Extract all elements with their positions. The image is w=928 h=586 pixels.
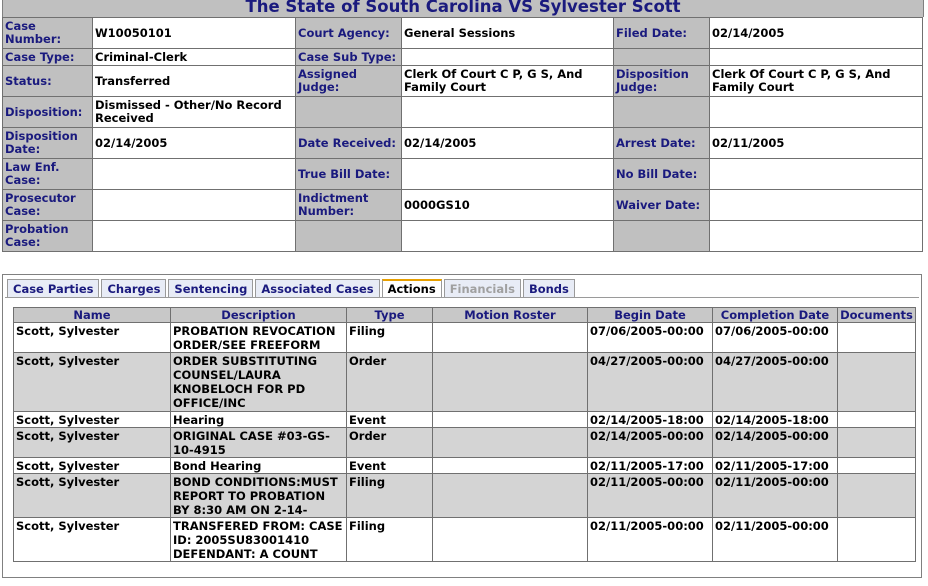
tab-actions[interactable]: Actions <box>382 279 442 298</box>
case-number-value: W10050101 <box>93 18 296 49</box>
cell-motion-roster <box>433 323 588 353</box>
cell-begin-date: 02/11/2005-00:00 <box>588 474 713 518</box>
case-info-table <box>2 17 923 252</box>
assigned-judge-label: Assigned Judge: <box>296 66 402 97</box>
case-sub-type-label: Case Sub Type: <box>296 49 402 66</box>
table-row <box>14 353 916 412</box>
cell-motion-roster <box>433 474 588 518</box>
court-agency-label: Court Agency: <box>296 18 402 49</box>
column-header-motion-roster: Motion Roster <box>433 308 588 323</box>
cell-description: ORDER SUBSTITUTING COUNSEL/LAURA KNOBELOCH FOR PD OFFICE/INC <box>171 353 347 412</box>
no-bill-date-value <box>710 159 923 190</box>
table-row <box>14 323 916 353</box>
cell-begin-date: 02/11/2005-00:00 <box>588 518 713 562</box>
tab-bonds[interactable]: Bonds <box>523 279 575 297</box>
cell-begin-date: 02/11/2005-17:00 <box>588 458 713 474</box>
cell-name: Scott, Sylvester <box>14 428 171 458</box>
case-info-row <box>3 159 923 190</box>
cell-type: Event <box>347 412 433 428</box>
cell-type: Order <box>347 353 433 412</box>
cell-name: Scott, Sylvester <box>14 353 171 412</box>
cell-name: Scott, Sylvester <box>14 474 171 518</box>
indictment-number-label: Indictment Number: <box>296 190 402 221</box>
table-row <box>14 474 916 518</box>
cell-documents <box>838 428 916 458</box>
tab-associated-cases[interactable]: Associated Cases <box>255 279 379 297</box>
cell-description: BOND CONDITIONS:MUST REPORT TO PROBATION BY 8:30 AM ON 2-14- <box>171 474 347 518</box>
assigned-judge-value: Clerk Of Court C P, G S, And Family Court <box>402 66 614 97</box>
true-bill-date-label: True Bill Date: <box>296 159 402 190</box>
status-value: Transferred <box>93 66 296 97</box>
cell-documents <box>838 474 916 518</box>
cell-description: Bond Hearing <box>171 458 347 474</box>
cell-begin-date: 07/06/2005-00:00 <box>588 323 713 353</box>
case-type-value: Criminal-Clerk <box>93 49 296 66</box>
disposition-judge-value: Clerk Of Court C P, G S, And Family Court <box>710 66 923 97</box>
disposition-date-value: 02/14/2005 <box>93 128 296 159</box>
column-header-description: Description <box>171 308 347 323</box>
cell-completion-date: 02/14/2005-18:00 <box>713 412 838 428</box>
table-row <box>14 428 916 458</box>
empty-value-cell <box>402 221 614 252</box>
empty-label-cell <box>614 221 710 252</box>
cell-type: Filing <box>347 323 433 353</box>
cell-completion-date: 07/06/2005-00:00 <box>713 323 838 353</box>
case-details-panel <box>2 274 922 578</box>
cell-completion-date: 02/14/2005-00:00 <box>713 428 838 458</box>
disposition-judge-label: Disposition Judge: <box>614 66 710 97</box>
cell-completion-date: 02/11/2005-00:00 <box>713 474 838 518</box>
true-bill-date-value <box>402 159 614 190</box>
disposition-date-label: Disposition Date: <box>3 128 93 159</box>
case-info-row <box>3 66 923 97</box>
cell-documents <box>838 412 916 428</box>
prosecutor-case-label: Prosecutor Case: <box>3 190 93 221</box>
disposition-label: Disposition: <box>3 97 93 128</box>
cell-motion-roster <box>433 458 588 474</box>
filed-date-value: 02/14/2005 <box>710 18 923 49</box>
cell-completion-date: 02/11/2005-00:00 <box>713 518 838 562</box>
case-type-label: Case Type: <box>3 49 93 66</box>
column-header-begin-date: Begin Date <box>588 308 713 323</box>
cell-documents <box>838 458 916 474</box>
waiver-date-value <box>710 190 923 221</box>
empty-label-cell <box>296 221 402 252</box>
case-info-row <box>3 221 923 252</box>
actions-header-row <box>14 308 916 323</box>
page-title: The State of South Carolina VS Sylvester Scott <box>245 0 681 16</box>
cell-type: Filing <box>347 474 433 518</box>
empty-label-cell <box>614 49 710 66</box>
disposition-value: Dismissed - Other/No Record Received <box>93 97 296 128</box>
case-info-row <box>3 97 923 128</box>
cell-motion-roster <box>433 353 588 412</box>
actions-table <box>13 307 916 562</box>
probation-case-label: Probation Case: <box>3 221 93 252</box>
indictment-number-value: 0000GS10 <box>402 190 614 221</box>
cell-description: ORIGINAL CASE #03-GS-10-4915 <box>171 428 347 458</box>
table-row <box>14 518 916 562</box>
cell-begin-date: 02/14/2005-00:00 <box>588 428 713 458</box>
case-number-label: Case Number: <box>3 18 93 49</box>
cell-type: Filing <box>347 518 433 562</box>
case-info-row <box>3 190 923 221</box>
cell-description: PROBATION REVOCATION ORDER/SEE FREEFORM <box>171 323 347 353</box>
column-header-documents: Documents <box>838 308 916 323</box>
tab-sentencing[interactable]: Sentencing <box>168 279 253 297</box>
empty-value-cell <box>710 97 923 128</box>
arrest-date-value: 02/11/2005 <box>710 128 923 159</box>
prosecutor-case-value <box>93 190 296 221</box>
cell-motion-roster <box>433 412 588 428</box>
cell-completion-date: 04/27/2005-00:00 <box>713 353 838 412</box>
table-row <box>14 458 916 474</box>
column-header-completion-date: Completion Date <box>713 308 838 323</box>
column-header-name: Name <box>14 308 171 323</box>
cell-name: Scott, Sylvester <box>14 518 171 562</box>
cell-description: Hearing <box>171 412 347 428</box>
column-header-type: Type <box>347 308 433 323</box>
no-bill-date-label: No Bill Date: <box>614 159 710 190</box>
tab-divider <box>5 297 919 298</box>
cell-begin-date: 04/27/2005-00:00 <box>588 353 713 412</box>
table-row <box>14 412 916 428</box>
probation-case-value <box>93 221 296 252</box>
cell-description: TRANSFERED FROM: CASE ID: 2005SU83001410 DEFENDANT: A COUNT <box>171 518 347 562</box>
law-enf-case-value <box>93 159 296 190</box>
case-info-row <box>3 49 923 66</box>
court-agency-value: General Sessions <box>402 18 614 49</box>
status-label: Status: <box>3 66 93 97</box>
case-info-row <box>3 18 923 49</box>
empty-label-cell <box>296 97 402 128</box>
cell-motion-roster <box>433 428 588 458</box>
empty-value-cell <box>710 221 923 252</box>
cell-begin-date: 02/14/2005-18:00 <box>588 412 713 428</box>
tab-bar <box>7 279 577 298</box>
tab-financials: Financials <box>444 279 521 297</box>
page-title-bar <box>2 0 924 17</box>
cell-documents <box>838 518 916 562</box>
cell-type: Order <box>347 428 433 458</box>
date-received-label: Date Received: <box>296 128 402 159</box>
empty-label-cell <box>614 97 710 128</box>
cell-name: Scott, Sylvester <box>14 458 171 474</box>
filed-date-label: Filed Date: <box>614 18 710 49</box>
cell-documents <box>838 353 916 412</box>
cell-type: Event <box>347 458 433 474</box>
empty-value-cell <box>710 49 923 66</box>
tab-case-parties[interactable]: Case Parties <box>7 279 99 297</box>
tab-charges[interactable]: Charges <box>101 279 166 297</box>
cell-completion-date: 02/11/2005-17:00 <box>713 458 838 474</box>
case-info-row <box>3 128 923 159</box>
empty-value-cell <box>402 97 614 128</box>
arrest-date-label: Arrest Date: <box>614 128 710 159</box>
case-sub-type-value <box>402 49 614 66</box>
date-received-value: 02/14/2005 <box>402 128 614 159</box>
law-enf-case-label: Law Enf. Case: <box>3 159 93 190</box>
cell-documents <box>838 323 916 353</box>
waiver-date-label: Waiver Date: <box>614 190 710 221</box>
cell-name: Scott, Sylvester <box>14 412 171 428</box>
cell-name: Scott, Sylvester <box>14 323 171 353</box>
cell-motion-roster <box>433 518 588 562</box>
